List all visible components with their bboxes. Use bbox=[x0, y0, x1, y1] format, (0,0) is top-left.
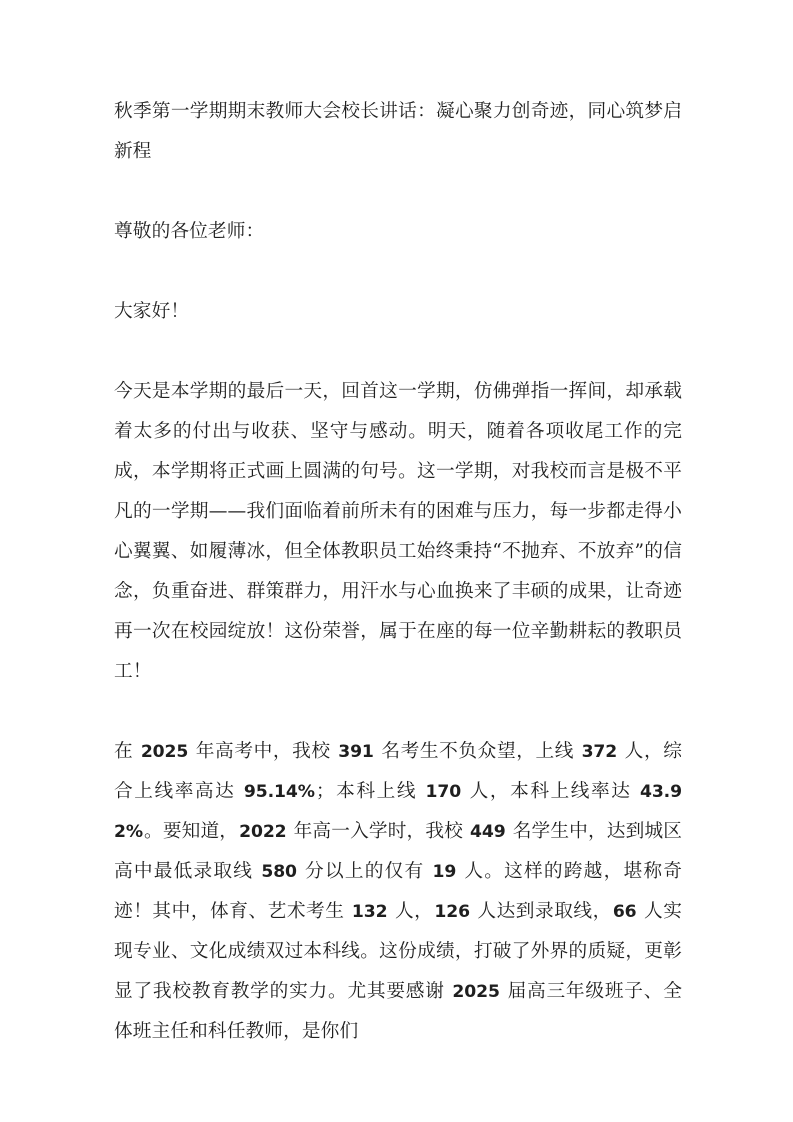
paragraph-gaokao-results: 在 2025 年高考中，我校 391 名考生不负众望，上线 372 人，综合上线率高达 95.14%；本科上线 170 人，本科上线率达 43.92%。要知道，2022 年高一入学时，我校 449 名学生中，达到城区高中最低录取线 580 分以上的仅有 19 人。这样的跨越，堪称奇迹！其中，体育、艺术考生 132 人，126 人达到录取线，66 人实现专业、文化成绩双过本科线。这份成绩，打破了外界的质疑，更彰显了我校教育教学的实力。尤其要感谢 2025 届高三年级班子、全体班主任和科任教师，是你们 bbox=[114, 741, 683, 1042]
numeric-value: 19 bbox=[432, 862, 457, 882]
numeric-value: 2025 bbox=[452, 982, 500, 1002]
numeric-value: 43.92% bbox=[114, 782, 682, 842]
numeric-value: 2025 bbox=[140, 742, 189, 762]
numeric-value: 132 bbox=[351, 902, 388, 922]
numeric-value: 95.14% bbox=[243, 782, 315, 802]
numeric-value: 449 bbox=[470, 822, 506, 842]
numeric-value: 391 bbox=[338, 742, 374, 762]
document-body bbox=[114, 92, 682, 1052]
greeting: 大家好！ bbox=[114, 301, 190, 322]
paragraph-opening: 今天是本学期的最后一天，回首这一学期，仿佛弹指一挥间，却承载着太多的付出与收获、坚守与感动。明天，随着各项收尾工作的完成，本学期将正式画上圆满的句号。这一学期，对我校而言是极不平凡的一学期——我们面临着前所未有的困难与压力，每一步都走得小心翼翼、如履薄冰，但全体教职员工始终秉持“不抛弃、不放弃”的信念，负重奋进、群策群力，用汗水与心血换来了丰硕的成果，让奇迹再一次在校园绽放！这份荣誉，属于在座的每一位辛勤耕耘的教职员工！ bbox=[114, 381, 682, 682]
numeric-value: 170 bbox=[425, 782, 462, 802]
numeric-value: 580 bbox=[261, 862, 297, 882]
numeric-value: 66 bbox=[612, 902, 637, 922]
numeric-value: 126 bbox=[434, 902, 470, 922]
numeric-value: 2022 bbox=[239, 822, 287, 842]
numeric-value: 372 bbox=[581, 742, 618, 762]
document-title: 秋季第一学期期末教师大会校长讲话：凝心聚力创奇迹，同心筑梦启新程 bbox=[114, 101, 682, 162]
salutation: 尊敬的各位老师： bbox=[114, 221, 265, 242]
